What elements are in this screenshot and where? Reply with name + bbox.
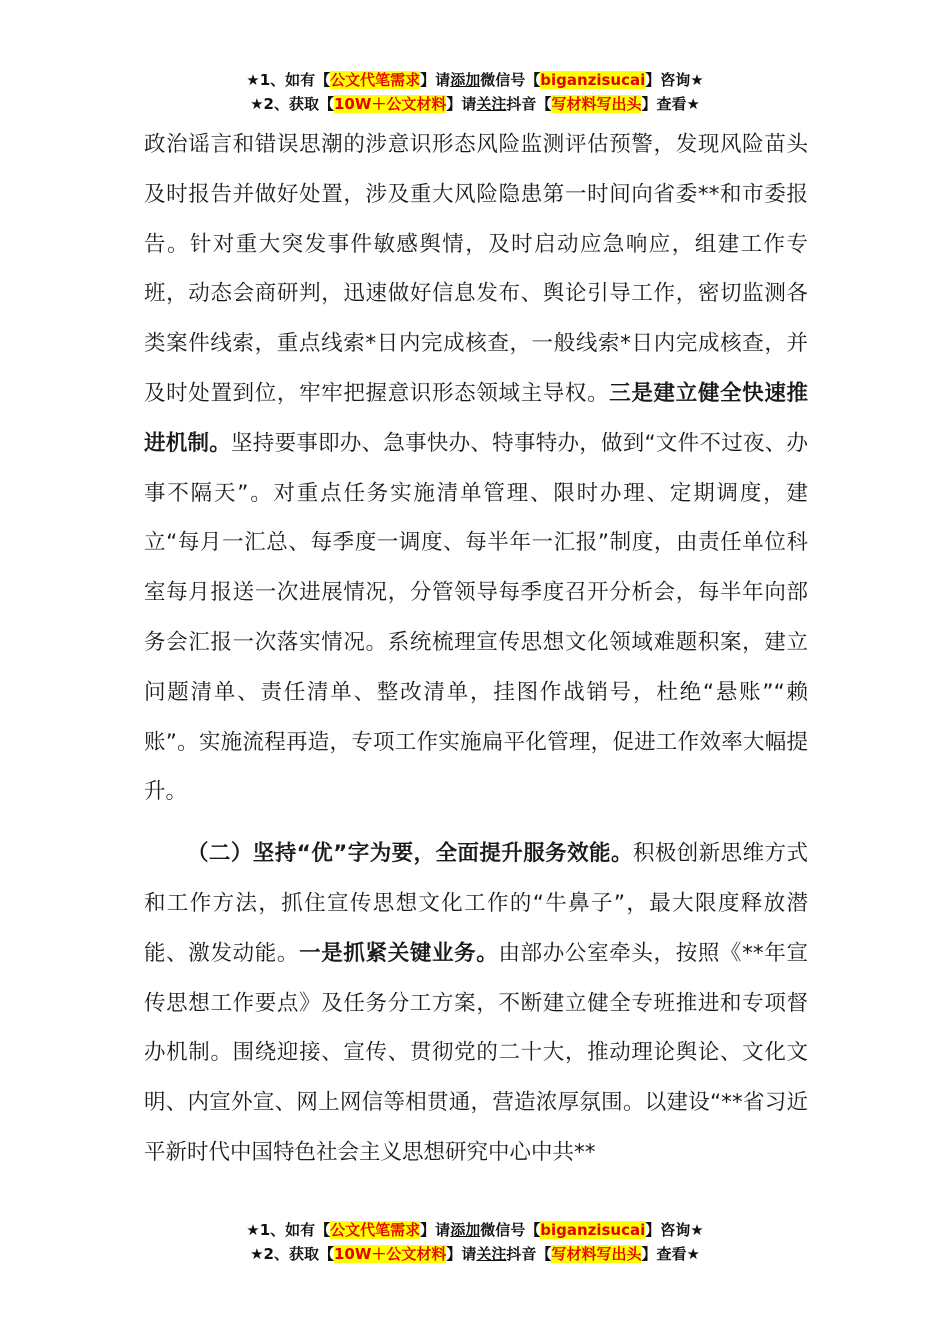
paragraph-2: （二）坚持“优”字为要，全面提升服务效能。积极创新思维方式和工作方法，抓住宣传思想文化工作的“牛鼻子”，最大限度释放潜能、激发动能。一是抓紧关键业务。由部办公室牵头，按照《**年宣传思想工作要点》及任务分工方案，不断建立健全专班推进和专项督办机制。围绕迎接、宣传、贯彻党的二十大，推动理论舆论、文化文明、内宣外宣、网上网信等相贯通，营造浓厚氛围。以建设“**省习近平新时代中国特色社会主义思想研究中心中共** — [144, 841, 808, 1165]
highlight-wechat-id: biganzisucai — [540, 71, 646, 89]
highlight-ghostwriting: 公文代笔需求 — [330, 71, 421, 89]
highlight-materials: 10W＋公文材料 — [333, 95, 447, 113]
footer-line-1: ★1、如有【公文代笔需求】请添加微信号【biganzisucai】咨询★ — [246, 1221, 704, 1239]
banner-line-2: ★2、获取【10W＋公文材料】请关注抖音【写材料写出头】查看★ — [250, 95, 700, 113]
highlight-douyin: 写材料写出头 — [551, 95, 642, 113]
header-banner — [0, 68, 950, 116]
document-body — [144, 120, 808, 1178]
paragraph-1: 政治谣言和错误思潮的涉意识形态风险监测评估预警，发现风险苗头及时报告并做好处置，涉及重大风险隐患第一时间向省委**和市委报告。针对重大突发事件敏感舆情，及时启动应急响应，组建工作专班，动态会商研判，迅速做好信息发布、舆论引导工作，密切监测各类案件线索，重点线索*日内完成核查，一般线索*日内完成核查，并及时处置到位，牢牢把握意识形态领域主导权。三是建立健全快速推进机制。坚持要事即办、急事快办、特事特办，做到“文件不过夜、办事不隔天”。对重点任务实施清单管理、限时办理、定期调度，建立“每月一汇总、每季度一调度、每半年一汇报”制度，由责任单位科室每月报送一次进展情况，分管领导每季度召开分析会，每半年向部务会汇报一次落实情况。系统梳理宣传思想文化领域难题积案，建立问题清单、责任清单、整改清单，挂图作战销号，杜绝“悬账”“赖账”。实施流程再造，专项工作实施扁平化管理，促进工作效率大幅提升。 — [144, 132, 808, 805]
footer-line-2: ★2、获取【10W＋公文材料】请关注抖音【写材料写出头】查看★ — [250, 1245, 700, 1263]
bold-heading-three: 三是建立健全快速推进机制。 — [144, 380, 808, 456]
section-heading-2: （二）坚持“优”字为要，全面提升服务效能。 — [187, 841, 633, 867]
banner-line-1: ★1、如有【公文代笔需求】请添加微信号【biganzisucai】咨询★ — [246, 71, 704, 89]
bold-heading-one: 一是抓紧关键业务。 — [299, 940, 499, 966]
footer-banner — [0, 1218, 950, 1266]
